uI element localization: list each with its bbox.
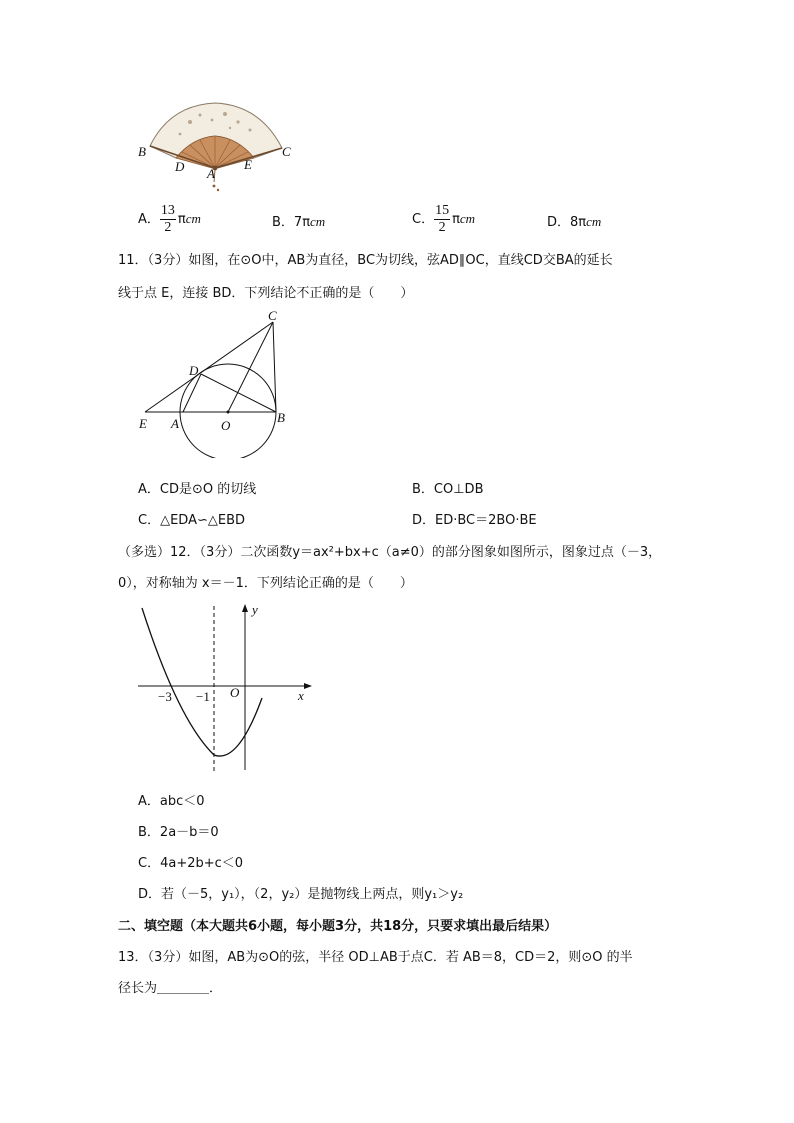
origin-label: O: [230, 685, 240, 700]
q10-option-a[interactable]: A． $\frac{13}{2}$ πcm: [138, 203, 201, 235]
q11-option-d[interactable]: D．ED·BC＝2BO·BE: [412, 513, 537, 528]
axis-label-x: x: [298, 688, 304, 703]
q11-stem-line1: 11．（3分）如图，在⊙O中，AB为直径，BC为切线，弦AD∥OC，直线CD交BA的延长: [118, 253, 613, 268]
section-heading: 二、填空题（本大题共6小题，每小题3分，共18分，只要求填出最后结果）: [118, 919, 558, 934]
fig11-label-E: E: [139, 416, 147, 431]
fig11-label-C: C: [268, 308, 277, 323]
line-DB: [201, 374, 276, 412]
q10-option-d[interactable]: D．8πcm: [547, 214, 602, 230]
q12-stem-line2: 0），对称轴为 x＝－1．下列结论正确的是（ ）: [118, 576, 413, 591]
tick-label-neg1: −1: [196, 689, 210, 704]
q12-option-d[interactable]: D．若（－5，y₁），（2，y₂）是抛物线上两点，则y₁＞y₂: [138, 887, 464, 902]
line-EC: [145, 322, 273, 412]
q12-option-a[interactable]: A．abc＜0: [138, 794, 205, 809]
q11-option-c[interactable]: C．△EDA∽△EBD: [138, 513, 245, 528]
fan-label-E: E: [244, 157, 252, 172]
q11-option-b[interactable]: B．CO⊥DB: [412, 482, 484, 497]
fan-figure: [130, 100, 300, 196]
fraction: $\frac{13}{2}$: [160, 203, 175, 235]
q13-stem-line1: 13．（3分）如图，AB为⊙O的弦，半径 OD⊥AB于点C．若 AB＝8，CD＝2，则⊙O 的半: [118, 950, 633, 965]
fan-label-A: A: [207, 166, 215, 181]
fig11-label-D: D: [189, 363, 199, 378]
q12-option-b[interactable]: B．2a－b＝0: [138, 825, 219, 840]
q12-parabola-graph: [130, 600, 320, 775]
q12-stem-line1: （多选）12．（3分）二次函数y＝ax²+bx+c（a≠0）的部分图象如图所示，图象过点（－3，: [118, 545, 662, 560]
axis-label-y: y: [252, 602, 258, 617]
q13-stem-line2[interactable]: 径长为＿＿＿＿．: [118, 981, 223, 996]
fig11-label-A: A: [171, 416, 179, 431]
q10-option-c[interactable]: C． $\frac{15}{2}$ πcm: [412, 203, 476, 235]
q11-circle-figure: [135, 308, 295, 458]
fig11-label-O: O: [221, 418, 231, 433]
fig11-label-B: B: [277, 410, 285, 425]
q11-stem-line2: 线于点 E，连接 BD．下列结论不正确的是（ ）: [118, 286, 414, 301]
fan-label-D: D: [175, 159, 185, 174]
fan-label-C: C: [282, 144, 291, 159]
q12-option-c[interactable]: C．4a+2b+c＜0: [138, 856, 244, 871]
q10-option-b[interactable]: B．7πcm: [272, 214, 326, 230]
tick-label-neg3: −3: [158, 689, 172, 704]
parabola-curve: [142, 608, 262, 756]
line-OC: [228, 322, 273, 412]
fan-label-B: B: [138, 144, 146, 159]
fraction: $\frac{15}{2}$: [435, 203, 450, 235]
q11-option-a[interactable]: A．CD是⊙O 的切线: [138, 482, 257, 497]
